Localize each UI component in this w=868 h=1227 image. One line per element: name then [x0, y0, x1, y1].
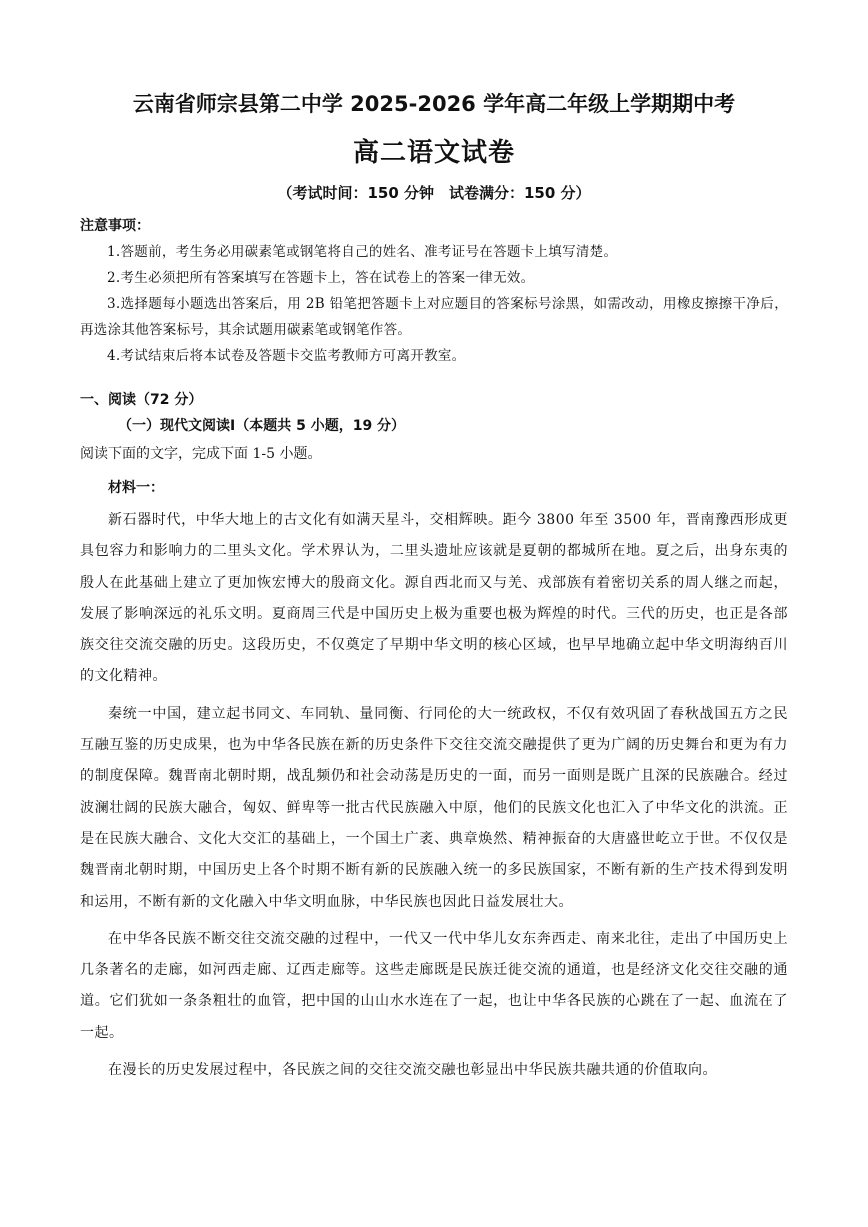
- reading-instruction: 阅读下面的文字，完成下面 1-5 小题。: [80, 446, 322, 462]
- notice-item: 3.选择题每小题选出答案后，用 2B 铅笔把答题卡上对应题目的答案标号涂黑，如需改动，用橡皮擦擦干净后，再选涂其他答案标号，其余试题用碳素笔或钢笔作答。: [80, 296, 788, 338]
- passage-paragraph: 秦统一中国，建立起书同文、车同轨、量同衡、行同伦的大一统政权，不仅有效巩固了春秋战国五方之民互融互鉴的历史成果，也为中华各民族在新的历史条件下交往交流交融提供了更为广阔的历史舞台和更为有力的制度保障。魏晋南北朝时期，战乱频仍和社会动荡是历史的一面，而另一面则是既广且深的民族融合。经过波澜壮阔的民族大融合，匈奴、鲜卑等一批古代民族融入中原，他们的民族文化也汇入了中华文化的洪流。正是在民族大融合、文化大交汇的基础上，一个国土广袤、典章焕然、精神振奋的大唐盛世屹立于世。不仅仅是魏晋南北朝时期，中国历史上各个时期不断有新的民族融入统一的多民族国家，不断有新的生产技术得到发明和运用，不断有新的文化融入中华文明血脉，中华民族也因此日益发展壮大。: [80, 705, 788, 910]
- notice-item: 4.考试结束后将本试卷及答题卡交监考教师方可离开教室。: [107, 348, 466, 364]
- subsection-heading: （一）现代文阅读Ⅰ（本题共 5 小题，19 分）: [118, 418, 406, 434]
- notice-item: 2.考生必须把所有答案填写在答题卡上，答在试卷上的答案一律无效。: [107, 270, 535, 286]
- exam-paper-title: 高二语文试卷: [352, 138, 515, 168]
- section-heading: 一、阅读（72 分）: [80, 392, 203, 408]
- passage-paragraph: 在漫长的历史发展过程中，各民族之间的交往交流交融也彰显出中华民族共融共通的价值取向。: [108, 1062, 717, 1079]
- notice-item: 1.答题前，考生务必用碳素笔或钢笔将自己的姓名、准考证号在答题卡上填写清楚。: [107, 244, 618, 260]
- passage-paragraph: 在中华各民族不断交往交流交融的过程中，一代又一代中华儿女东奔西走、南来北往，走出了中国历史上几条著名的走廊，如河西走廊、辽西走廊等。这些走廊既是民族迁徙交流的通道，也是经济文化交往交融的通道。它们犹如一条条粗壮的血管，把中国的山山水水连在了一起，也让中华各民族的心跳在了一起、血流在了一起。: [80, 930, 788, 1041]
- exam-school-title: 云南省师宗县第二中学 2025-2026 学年高二年级上学期期中考: [132, 92, 736, 116]
- material-label: 材料一：: [108, 480, 164, 496]
- passage-paragraph: 新石器时代，中华大地上的古文化有如满天星斗，交相辉映。距今 3800 年至 3500 年，晋南豫西形成更具包容力和影响力的二里头文化。学术界认为，二里头遗址应该就是夏朝的都城所在地。夏之后，出身东夷的殷人在此基础上建立了更加恢宏博大的殷商文化。源自西北而又与羌、戎部族有着密切关系的周人继之而起，发展了影响深远的礼乐文明。夏商周三代是中国历史上极为重要也极为辉煌的时代。三代的历史，也正是各部族交往交流交融的历史。这段历史，不仅奠定了早期中华文明的核心区域，也早早地确立起中华文明海纳百川的文化精神。: [80, 512, 788, 685]
- notice-heading: 注意事项：: [80, 218, 150, 234]
- exam-time-score-info: （考试时间：150 分钟 试卷满分：150 分）: [277, 184, 591, 202]
- notice-list: [80, 239, 788, 369]
